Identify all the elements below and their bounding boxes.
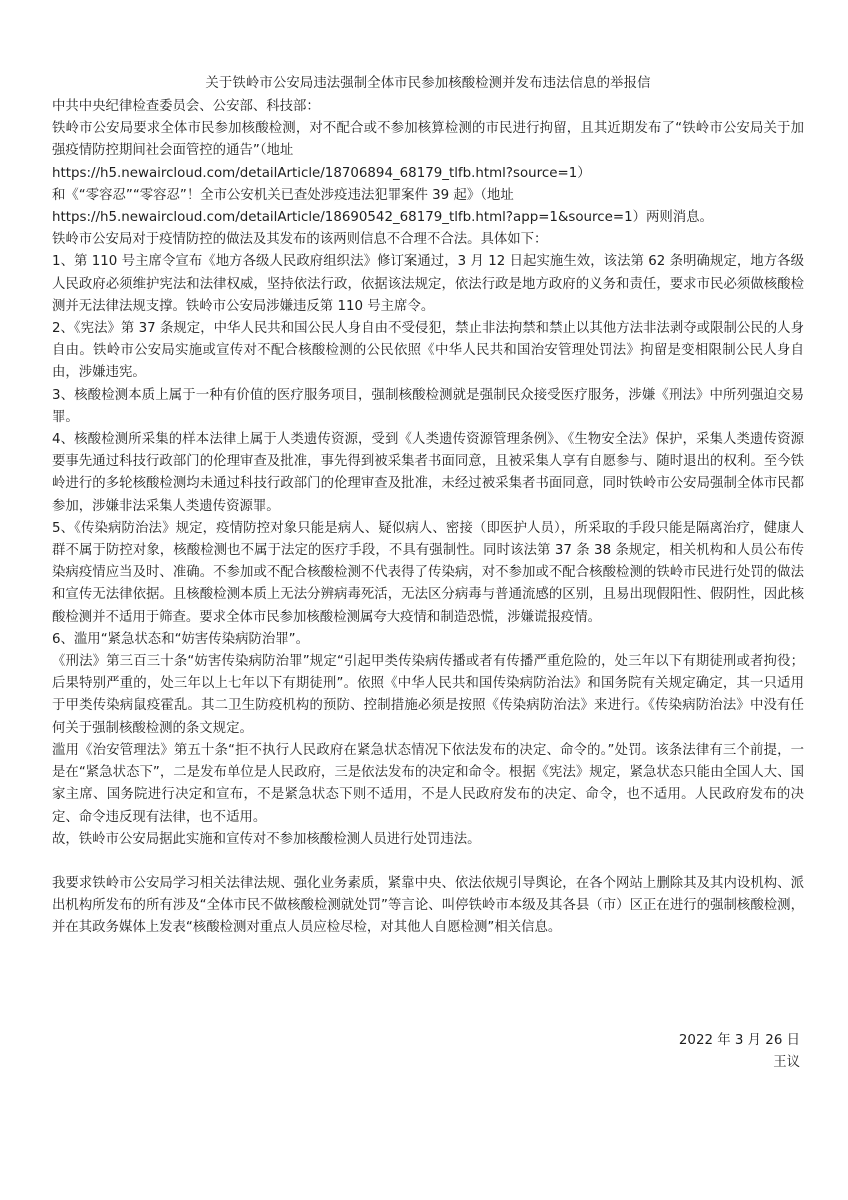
letter-addressee: 中共中央纪律检查委员会、公安部、科技部：	[52, 99, 320, 114]
signature-block	[679, 1030, 800, 1074]
body-paragraph: 2、《宪法》第 37 条规定，中华人民共和国公民人身自由不受侵犯，禁止非法拘禁和禁止以其他方法非法剥夺或限制公民的人身自由。铁岭市公安局实施或宣传对不配合核酸检测的公民依照《中华人民共和国治安管理处罚法》拘留是变相限制公民人身自由，涉嫌违宪。	[52, 321, 804, 381]
body-paragraph: 4、核酸检测所采集的样本法律上属于人类遗传资源，受到《人类遗传资源管理条例》、《生物安全法》保护，采集人类遗传资源要事先通过科技行政部门的伦理审查及批准，事先得到被采集者书面同意，且被采集人享有自愿参与、随时退出的权利。至今铁岭进行的多轮核酸检测均未通过科技行政部门的伦理审查及批准，未经过被采集者书面同意，同时铁岭市公安局强制全体市民都参加，涉嫌非法采集人类遗传资源罪。	[52, 432, 804, 514]
body-paragraph: 和《“零容忍”“零容忍”！全市公安机关已查处涉疫违法犯罪案件 39 起》（地址	[52, 187, 514, 203]
letter-page	[52, 74, 804, 940]
body-paragraph: 5、《传染病防治法》规定，疫情防控对象只能是病人、疑似病人、密接（即医护人员），所采取的手段只能是隔离治疗，健康人群不属于防控对象，核酸检测也不属于法定的医疗手段，不具有强制性。同时该法第 37 条 38 条规定，相关机构和人员公布传染病疫情应当及时、准确。不参加或不配合核酸检测不代表得了传染病，对不参加或不配合核酸检测的铁岭市民进行处罚的做法和宣传无法律依据。且核酸检测本质上无法分辨病毒死活，无法区分病毒与普通流感的区别，且易出现假阳性、假阴性，因此核酸检测并不适用于筛查。要求全体市民参加核酸检测属夸大疫情和制造恐慌，涉嫌谎报疫情。	[52, 520, 804, 625]
body-paragraph: 6、滥用“紧急状态和“妨害传染病防治罪”。	[52, 631, 309, 647]
letter-signature: 王议	[773, 1055, 800, 1070]
body-paragraph: 故，铁岭市公安局据此实施和宣传对不参加核酸检测人员进行处罚违法。	[52, 831, 481, 847]
body-paragraph: 3、核酸检测本质上属于一种有价值的医疗服务项目，强制核酸检测就是强制民众接受医疗服务，涉嫌《刑法》中所列强迫交易罪。	[52, 387, 804, 425]
paragraph-gap	[52, 851, 804, 873]
body-paragraph: 滥用《治安管理法》第五十条“拒不执行人民政府在紧急状态情况下依法发布的决定、命令的。”处罚。该条法律有三个前提，一是在“紧急状态下”，二是发布单位是人民政府，三是依法发布的决定和命令。根据《宪法》规定，紧急状态只能由全国人大、国家主席、国务院进行决定和宣布，不是紧急状态下则不适用，不是人民政府发布的决定、命令，也不适用。人民政府发布的决定、命令违反现有法律，也不适用。	[52, 742, 804, 825]
body-url: https://h5.newaircloud.com/detailArticle/18690542_68179_tlfb.html?app=1&source=1）两则消息。	[52, 210, 713, 226]
body-paragraph: 《刑法》第三百三十条“妨害传染病防治罪”规定“引起甲类传染病传播或者有传播严重危险的，处三年以下有期徒刑或者拘役；后果特别严重的，处三年以上七年以下有期徒刑”。依照《中华人民共和国传染病防治法》和国务院有关规定确定，其一只适用于甲类传染病鼠疫霍乱。其二卫生防疫机构的预防、控制措施必须是按照《传染病防治法》来进行。《传染病防治法》中没有任何关于强制核酸检测的条文规定。	[52, 654, 804, 736]
body-paragraph: 铁岭市公安局对于疫情防控的做法及其发布的该两则信息不合理不合法。具体如下：	[52, 232, 548, 248]
letter-request: 我要求铁岭市公安局学习相关法律法规、强化业务素质，紧靠中央、依法依规引导舆论，在各个网站上删除其及其内设机构、派出机构所发布的所有涉及“全体市民不做核酸检测就处罚”等言论、叫停铁岭市本级及其各县（市）区正在进行的强制核酸检测，并在其政务媒体上发表“核酸检测对重点人员应检尽检，对其他人自愿检测”相关信息。	[52, 875, 804, 936]
body-paragraph: 铁岭市公安局要求全体市民参加核酸检测，对不配合或不参加核算检测的市民进行拘留，且其近期发布了“铁岭市公安局关于加强疫情防控期间社会面管控的通告”（地址	[52, 121, 804, 159]
body-paragraph: 1、第 110 号主席令宣布《地方各级人民政府组织法》修订案通过，3 月 12 日起实施生效，该法第 62 条明确规定，地方各级人民政府必须维护宪法和法律权威，坚持依法行政，依据该法规定，依法行政是地方政府的义务和责任，要求市民必须做核酸检测并无法律法规支撑。铁岭市公安局涉嫌违反第 110 号主席令。	[52, 254, 804, 314]
letter-title: 关于铁岭市公安局违法强制全体市民参加核酸检测并发布违法信息的举报信	[205, 76, 651, 91]
letter-date: 2022 年 3 月 26 日	[678, 1033, 800, 1048]
body-url: https://h5.newaircloud.com/detailArticle/18706894_68179_tlfb.html?source=1）	[52, 165, 591, 181]
